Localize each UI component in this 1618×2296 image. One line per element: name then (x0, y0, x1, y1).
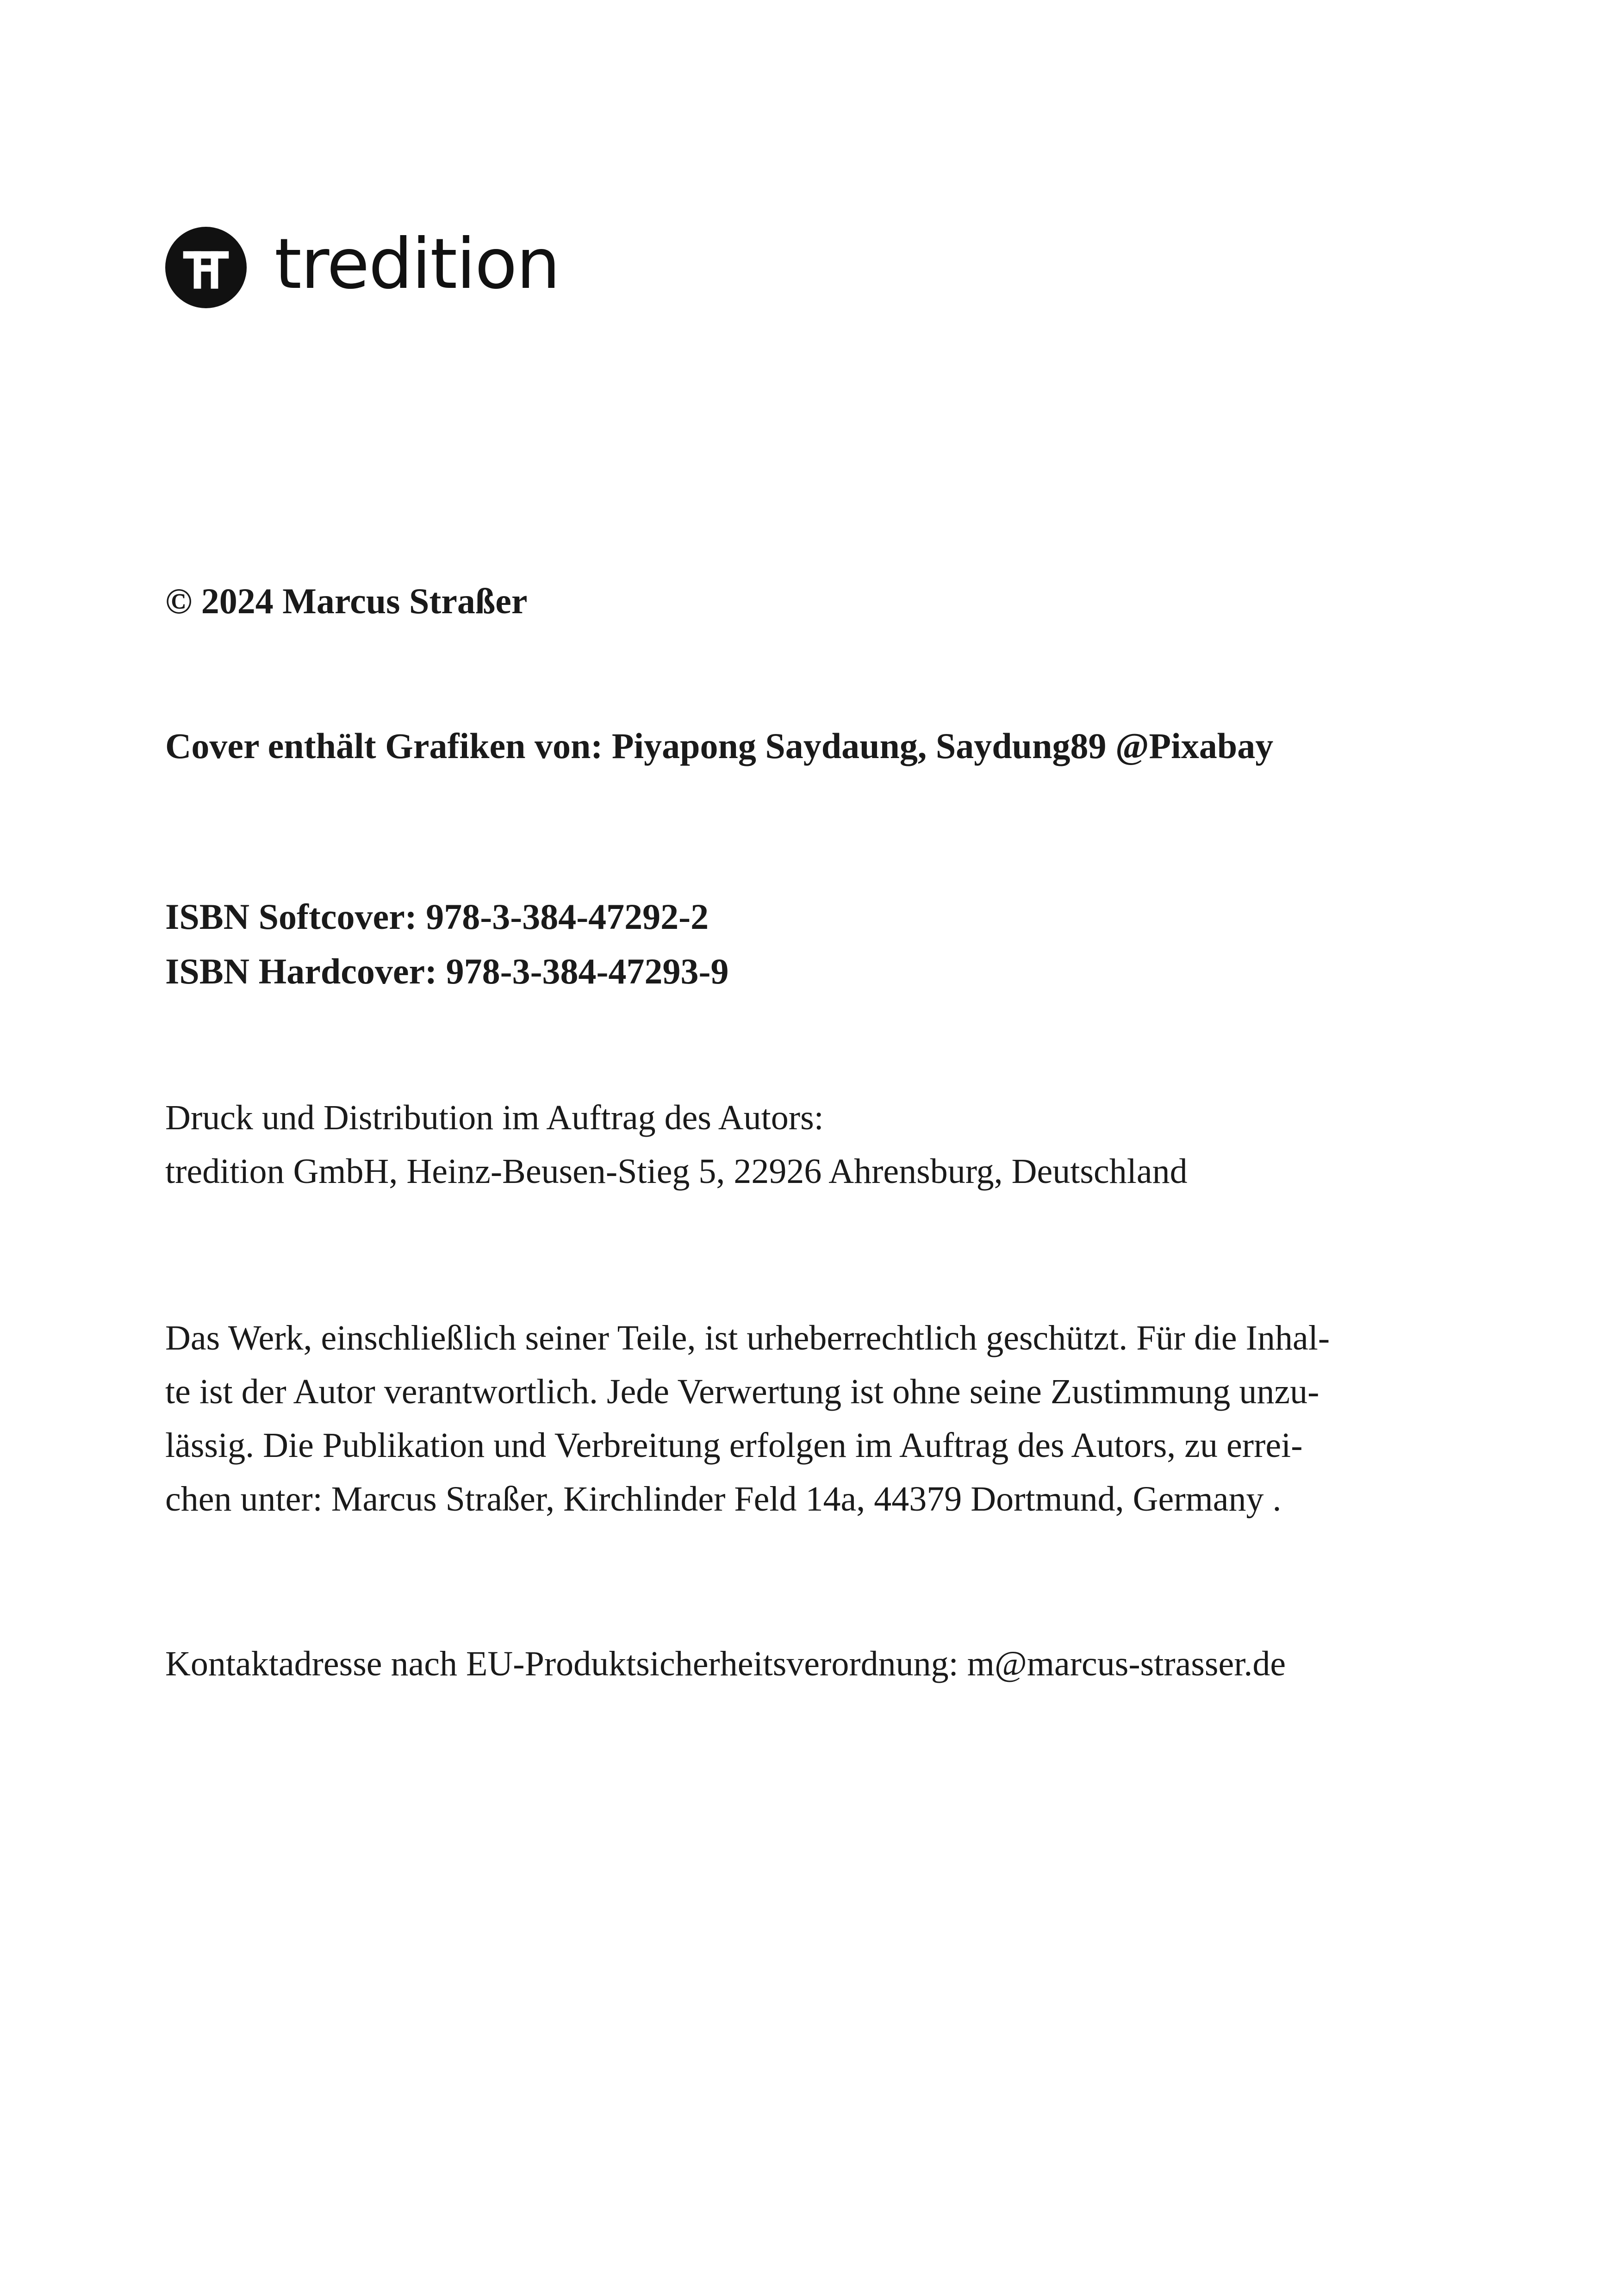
legal-notice-line: chen unter: Marcus Straßer, Kirchlinder Feld 14a, 44379 Dortmund, Germany . (165, 1480, 1282, 1518)
print-distribution-heading: Druck und Distribution im Auftrag des Autors: (165, 1098, 824, 1137)
print-distribution (165, 1091, 1461, 1198)
copyright-line: © 2024 Marcus Straßer (165, 581, 528, 621)
legal-notice-line: te ist der Autor verantwortlich. Jede Verwertung ist ohne seine Zustimmung unzu- (165, 1372, 1319, 1411)
isbn-block (165, 890, 1461, 999)
tredition-logo-icon (165, 227, 247, 308)
publisher-wordmark: tredition (274, 224, 560, 305)
contact-line: Kontaktadresse nach EU-Produktsicherheitsverordnung: m@marcus-strasser.de (165, 1644, 1286, 1683)
print-distribution-address: tredition GmbH, Heinz-Beusen-Stieg 5, 22926 Ahrensburg, Deutschland (165, 1152, 1188, 1191)
cover-credit: Cover enthält Grafiken von: Piyapong Saydaung, Saydung89 @Pixabay (165, 726, 1274, 766)
publisher-logo (165, 224, 560, 308)
legal-notice-line: lässig. Die Publikation und Verbreitung erfolgen im Auftrag des Autors, zu errei- (165, 1426, 1303, 1465)
isbn-hardcover: ISBN Hardcover: 978-3-384-47293-9 (165, 951, 729, 991)
legal-notice-line: Das Werk, einschließlich seiner Teile, ist urheberrechtlich geschützt. Für die Inhal- (165, 1319, 1330, 1357)
isbn-softcover: ISBN Softcover: 978-3-384-47292-2 (165, 896, 709, 937)
legal-notice (165, 1311, 1461, 1526)
